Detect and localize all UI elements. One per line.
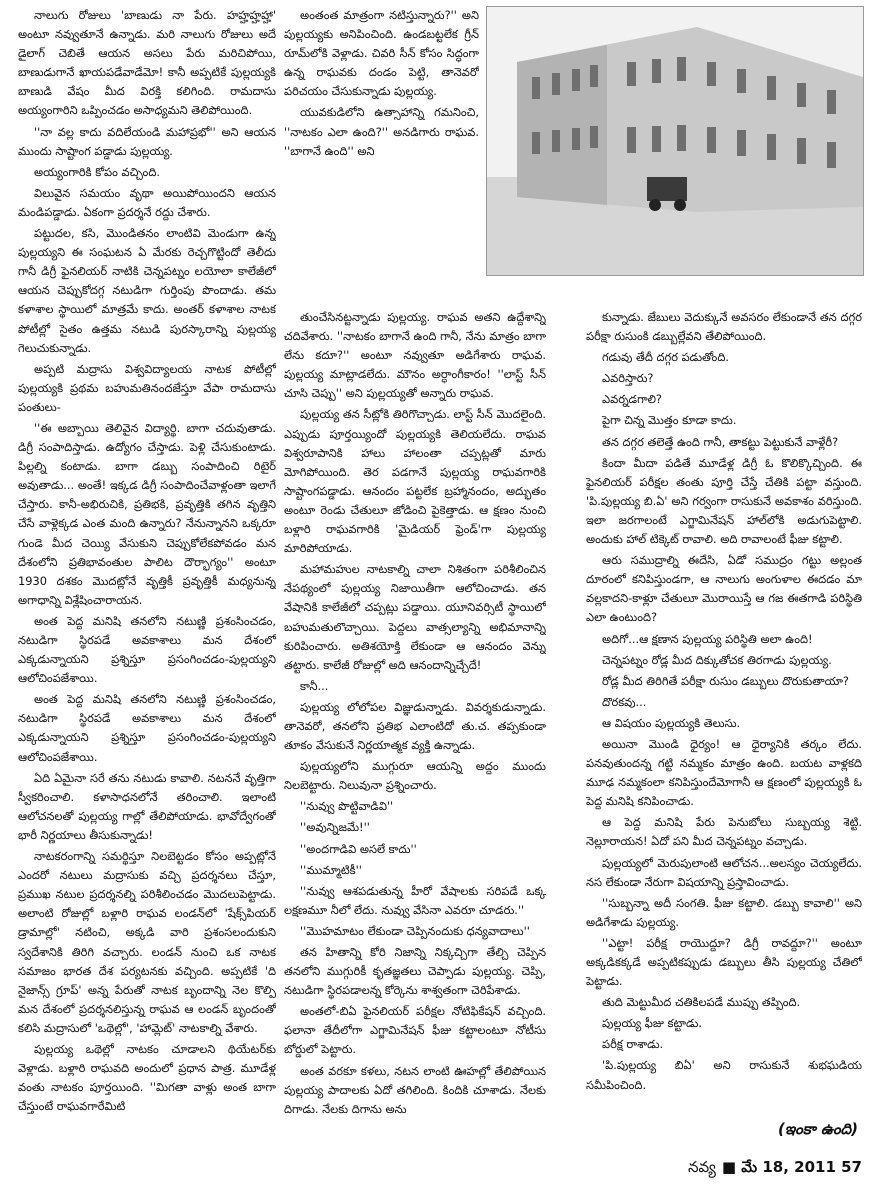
col2-paragraph: అంతంత మాత్రంగా నటిస్తున్నారు?'' అని పుల్లయ్యకు అనిపించింది. ఉండబట్టలేక గ్రీన్ రూమ్‌లోకి వెళ్లాడు. చివరి సీన్ కోసం సిద్ధంగా ఉన్న రాఘవకు దండం పెట్టి, తానెవరో పరిచయం చేసుకున్నాడు పుల్లయ్య. [284, 8, 479, 99]
col2b-paragraph: మహామహుల నాటకాల్ని చాలా నిశితంగా పరిశీలించిన నేపథ్యంలో పుల్లయ్య నిజాయితీగా ఆలోచించాడు. తన వేషానికి కాలేజీలో చప్పట్లు పడ్డాయి. యూనివర్సిటీ స్థాయిలో బహుమతులొచ్చాయి. పెద్దలు వాత్సల్యాన్ని అభిమానాన్ని కురిపించారు. అతిశయోక్తి లేకుండా ఆ ఆనందం వెన్ను తట్టారు. కాలేజీ రోజుల్లో అది ఆనందాన్నిచ్చేదే! [284, 562, 546, 672]
col3-paragraph: తుది మెట్టుమీద చతికిలపడే ముప్పు తప్పింది. [602, 995, 801, 1010]
col3-paragraph: చెన్నపట్నం రోడ్ల మీద దిక్కుతోచక తిరగాడు పుల్లయ్య. [602, 652, 832, 667]
col2b-paragraph: అంత వరకూ కళలు, నటన లాంటి ఊహల్లో తేలిపోయిన పుల్లయ్య పాదాలకు ఏదో తగిలింది. కిందికి చూశాడు. నేలకు దిగాడు. నేలకు దిగాను అను [284, 1063, 546, 1116]
col3-paragraph: అదిగో...ఆ క్షణాన పుల్లయ్య పరిస్థితి అలా ఉంది! [602, 631, 813, 646]
magazine-name: నవ్య [687, 1158, 716, 1176]
issue-date: మే 18, 2011 [741, 1158, 836, 1176]
col1-paragraph: ''నా వల్ల కాదు వదిలేయండి మహాప్రభో'' అని ఆయన ముందు సాష్టాంగ పడ్డాడు పుల్లయ్య. [18, 124, 276, 158]
col1-paragraph: అంత పెద్ద మనిషి తనలోని నటుణ్ణి ప్రశంసించడం, నటుడిగా స్థిరపడే అవకాశాలు మన దేశంలో ఎక్కడున్నాయని ప్రశ్నిస్తూ ప్రసంగించడం-పుల్లయ్యని ఆలోచింపజేశాయి. [18, 692, 276, 764]
col2b-paragraph: పుల్లయ్య తన సీట్లోకి తిరిగొచ్చాడు. లాస్ట్ సీన్ మొదలైంది. ఎప్పుడు పూర్తయ్యిందో పుల్లయ్యకి తెలియలేదు. రాఘవ విశ్వరూపానికి హాలు హాలంతా చప్పట్లతో మారు మోగిపోయింది. తెర పడగానే పుల్లయ్య రాఘవగారికి సాష్టాంగపడ్డాడు. ఆనందం పట్టలేక బ్రహ్మానందం, అద్భుతం అంటూ రెండు చేతులూ జోడించి పైకెత్తాడు. ఆ క్షణం నుంచి బళ్లారి రాఘవగారికి 'మైడియర్ ఫ్రెండ్'గా పుల్లయ్య మారిపోయాడు. [284, 407, 546, 556]
text-column-3 [586, 308, 862, 1146]
col1-paragraph: ''ఈ అబ్బాయి తెలివైన విద్యార్థి. బాగా చదువుతాడు. డిగ్రీ సంపాదిస్తాడు. ఉద్యోగం చేస్తాడు. పెళ్లి చేసుకుంటాడు. పిల్లల్ని కంటాడు. బాగా డబ్బు సంపాదించి రిటైర్ అవుతాడు... అంతే! ఇక్కడ డిగ్రీ సంపాదించేవాళ్లంతా ఇలాగే చేస్తారు. కానీ-అభిరుచికి, ప్రతిభకి, ప్రవృత్తికి తగిన వృత్తిని చేసే వాళ్లెక్కడ ఎంత మంది ఉన్నారు? నేనున్నానని ఒక్కరూ గుండె మీద చెయ్యి వేసుకుని చెప్పుకోలేకపోవడం మన దేశంలోని ప్రతిభావంతుల పాలిట దౌర్భాగ్యం'' అంటూ 1930 దశకం మొదట్లోనే వృత్తికీ ప్రవృత్తికీ మధ్యనున్న అగాధాన్ని విశ్లేషించారాయన. [18, 420, 276, 607]
text-column-2 [284, 308, 546, 1146]
col2b-paragraph: తుంచేసినట్టన్నాడు పుల్లయ్య. రాఘవ అతని ఉద్దేశాన్ని చదివేశారు. ''నాటకం బాగానే ఉంది గానీ, నేను మాత్రం బాగా లేను కదూ?'' అంటూ నవ్వుతూ అడిగేశారు రాఘవ. పుల్లయ్య మాట్లాడలేదు. మౌనం అర్ధాంగీకారం! ''లాస్ట్ సీన్ చూసి చెప్పు'' అని పుల్లయ్యతో అన్నారు రాఘవ. [284, 310, 546, 401]
col2b-paragraph: కానీ... [300, 678, 329, 693]
text-column-1 [18, 6, 276, 1146]
col1-paragraph: విలువైన సమయం వృథా అయిపోయిందని ఆయన మండిపడ్డాడు. ఏకంగా ప్రదర్శనే రద్దు చేశారు. [18, 185, 276, 219]
col3-paragraph: అయినా మొండి ధైర్యం! ఆ ధైర్యానికి తర్కం లేదు. పనవుతుందన్న గట్టి నమ్మకం మాత్రం ఉంది. బయట వాళ్లకది మూఢ నమ్మకంలా కనిపిస్తుందేమోగానీ ఆ క్షణంలో పుల్లయ్యకి ఓ పెద్ద మనిషి కనిపించాడు. [586, 736, 862, 809]
col3-paragraph: కిందా మీదా పడితే మూడేళ్ల డిగ్రీ ఓ కొలిక్కొచ్చింది. ఈ ఫైనలియర్ పరీక్షల తంతు పూర్తి చేస్తే చేతికి పట్టా వస్తుంది. 'పి.పుల్లయ్య బి.ఏ' అని గర్వంగా రాసుకునే అవకాశం వరిస్తుంది. ఇలా జరగాలంటే ఎగ్జామినేషన్ హాల్‌లోకి అడుగుపెట్టాలి. అందుకు హాల్ టిక్కెట్ రావాలి. అది రావాలంటే ఫీజు కట్టాలి. [586, 455, 862, 547]
col1-paragraph: ఏది ఏమైనా సరే తను నటుడు కావాలి. నటననే వృత్తిగా స్వీకరించాలి. కళాసాధనలోనే తరించాలి. ఇలాంటి ఆలోచనలతో పుల్లయ్య గాల్లో తేలిపోయాడు. భావోద్వేగంతో భారీ నిర్ణయాలు తీసుకున్నాడు! [18, 770, 276, 842]
to-be-continued: (ఇంకా ఉంది) [777, 1120, 858, 1138]
col2b-paragraph: ''నువ్వు పొట్టివాడివి'' [300, 799, 394, 814]
page-footer [0, 1158, 862, 1180]
col2b-paragraph: పుల్లయ్య లోలోపల విజ్ఞుడున్నాడు. వివర్శకుడున్నాడు. తానెవరో, తనలోని ప్రతిభ ఎలాంటిదో తు.చ. తప్పకుండా తూకం వేసుకునే నిర్ణయాత్మక వ్యక్తి ఉన్నాడు. [284, 699, 546, 753]
col3-paragraph: ఆ విషయం పుల్లయ్యకి తెలుసు. [602, 715, 741, 730]
college-building-photo [486, 6, 864, 276]
footer-separator: ■ [721, 1158, 742, 1176]
col3-paragraph: పరీక్ష రాశాడు. [602, 1037, 664, 1052]
col1-paragraph: అంత పెద్ద మనిషి తనలోని నటుణ్ణి ప్రశంసించడం, నటుడిగా స్థిరపడే అవకాశాలు మన దేశంలో ఎక్కడున్నాయని ప్రశ్నిస్తూ ప్రసంగించడం-పుల్లయ్యని ఆలోచింపజేశాయి. [18, 613, 276, 686]
col1-paragraph: పుల్లయ్య ఒథెల్లో నాటకం చూడాలని థియేటర్‌కు వెళ్లాడు. బళ్లారి రాఘవది అందులో ప్రధాన పాత్ర. మూడేళ్ల వంతు నాటకం పూర్తయింది. ''మిగతా వాళ్లు అంత బాగా చేస్తుంటే రాఘవగారేమిటి [18, 1041, 276, 1114]
col3-paragraph: ''ఎట్టా! పరీక్ష రాయొద్దూ? డిగ్రీ రావద్దూ?'' అంటూ అక్కడికక్కడే అప్పటికప్పుడు డబ్బులు తీసి పుల్లయ్య చేతిలో పెట్టాడు. [586, 935, 862, 989]
col2b-paragraph: పుల్లయ్యలోని ముగ్గురూ ఆయన్ని అద్దం ముందు నిలబెట్టారు. నిలువునా ప్రశ్నించారు. [284, 759, 546, 793]
col2b-paragraph: ''మొహమాటం లేకుండా చెప్పినందుకు ధన్యవాదాలు'' [300, 923, 530, 938]
col2b-paragraph: తన హితాన్ని కోరి నిజాన్ని నిక్కచ్చిగా తేల్చి చెప్పిన తనలోని ముగ్గురికీ కృతజ్ఞతలు చెప్పాడు పుల్లయ్య. చెప్పి, నటుడిగా స్థిరపడాలన్న కోర్కెను శాశ్వతంగా చెరిపేశాడు. [284, 945, 546, 998]
col3-paragraph: ఎవరిస్తారు? [602, 371, 654, 386]
col1-paragraph: నాటకరంగాన్ని సమర్థిస్తూ నిలబెట్టడం కోసం అప్పట్లోనే ఎందరో నటులు మద్రాసుకు వచ్చి ప్రదర్శనలు చేస్తూ, ప్రముఖ నటుల ప్రదర్శనల్ని పరిశీలించడం మొదలుపెట్టాడు. అలాంటి రోజుల్లో బళ్లారి రాఘవ లండన్‌లో 'షేక్స్‌పియర్ డ్రామాల్లో' నటించి, అక్కడి వారి ప్రశంసలందుకుని స్వదేశానికి తిరిగి వచ్చారు. లండన్ నుంచి ఒక నాటక సమాజం భారత దేశ పర్యటనకు వచ్చింది. అప్పటికే 'ది నైజాన్స్ గ్రూప్' అన్న పేరుతో నాటక బృందాన్ని నెల కొల్పి మన దేశంలో ప్రదర్శనలిస్తున్న రాఘవ ఆ లండన్ బృందంతో కలిసి మద్రాసులో 'ఒథెల్లో', 'హామ్లెట్' నాటకాల్ని వేశారు. [18, 849, 276, 1035]
col3-paragraph: ''సుబ్బన్నా అదీ సంగతి. ఫీజు కట్టాలి. డబ్బు కావాలి'' అని అడిగేశాడు పుల్లయ్య. [586, 895, 862, 929]
col2b-paragraph: ''అవున్నిజమే!'' [300, 820, 370, 835]
col2b-paragraph: ''అందగాడివి అసలే కాదు'' [300, 841, 417, 856]
col3-paragraph: తన దగ్గర తలెత్తే ఉంది గానీ, తాకట్టు పెట్టుకునే వాళ్లేరీ? [602, 434, 839, 449]
col1-paragraph: నాలుగు రోజులు 'బాణుడు నా పేరు. హహ్హహ్హహ్హా' అంటూ నవ్వుతూనే ఉన్నాడు. మరి నాలుగు రోజులు అదే డైలాగ్ చెబితే ఆయన అసలు పేరు మరిచిపోయి, బాణుడుగానే ఖాయపడేవాడేమో! కానీ అప్పటికే పుల్లయ్యకి బాణుడి వేషం మీద విరక్తి కలిగింది. రామదాసు అయ్యంగారిని ఒప్పించడం అసాధ్యమని తెలిపోయింది. [18, 8, 276, 118]
col1-paragraph: పట్టుదల, కసి, మొండితనం లాంటివి మెండుగా ఉన్న పుల్లయ్యని ఈ సంఘటన ఏ మేరకు రెచ్చగొట్టిందో తెలీదు గానీ డిగ్రీ ఫైనలియర్ నాటికి చెన్నపట్నం లయోలా కాలేజీలో ఆయన చెప్పుకోదగ్గ నటుడిగా గుర్తింపు పొందాడు. తమ కళాశాల స్థాయిలో మాత్రమే కాదు. అంతర్ కళాశాల నాటక పోటీల్లో సైతం ఉత్తమ నటుడి పురస్కారాన్ని పుల్లయ్య గెలుచుకున్నాడు. [18, 226, 276, 355]
col2b-paragraph: అంతలో-బిఏ ఫైనలియర్ పరీక్షల నోటిఫికేషన్ వచ్చింది. ఫలానా తేదీలోగా ఎగ్జామినేషన్ ఫీజు కట్టాలంటూ నోటీసు బోర్డులో పెట్టారు. [284, 1004, 546, 1057]
text-column-2-top [284, 6, 479, 306]
col1-paragraph: అయ్యంగారికి కోపం వచ్చింది. [34, 164, 160, 179]
col3-paragraph: ఆరు సముద్రాల్ని ఈదేసి, ఏడో సముద్రం గట్టు అల్లంత దూరంలో కనిపిస్తుండగా, ఆ నాలుగు అంగుళాల ఈదడం మా వల్లకాదని-కాళ్లూ చేతులూ మొరాయిస్తే ఆ గజ ఈతగాడి పరిస్థితి ఎలా ఉంటుంది? [586, 553, 862, 625]
col3-paragraph: పుల్లయ్య ఫీజు కట్టాడు. [602, 1016, 702, 1031]
col3-paragraph: దొరకవు... [602, 694, 647, 709]
col2b-paragraph: ''నువ్వు ఆశపడుతున్న హీరో వేషాలకు సరిపడే ఒక్క లక్షణమూ నీలో లేదు. నువ్వు వేసినా ఎవరూ చూడరు.'' [284, 883, 546, 917]
col2b-paragraph: ''ముమ్మాటికీ'' [300, 862, 362, 877]
building-illustration [487, 7, 863, 275]
col3-paragraph: కున్నాడు. జేబులు వెదుక్కునే అవసరం లేకుండానే తన దగ్గర పరీక్షా రుసుంకి డబ్బుల్లేవని తేలిపోయింది. [586, 310, 862, 344]
col3-paragraph: 'పి.పుల్లయ్య బిఏ' అని రాసుకునే శుభఘడియ సమీపించింది. [586, 1058, 862, 1092]
col1-paragraph: అప్పటి మద్రాసు విశ్వవిద్యాలయ నాటక పోటీల్లో పుల్లయ్యకి ప్రథమ బహుమతినందజేస్తూ వేపా రామదాసు పంతులు- [18, 361, 276, 414]
col3-paragraph: ఎవర్నడగాలి? [602, 392, 662, 407]
col3-paragraph: గడువు తేదీ దగ్గర పడుతోంది. [602, 350, 729, 365]
col3-paragraph: పైగా చిన్న మొత్తం కూడా కాదు. [602, 413, 737, 428]
col2-paragraph: యువకుడిలోని ఉత్సాహాన్ని గమనించి, ''నాటకం ఎలా ఉంది?'' అనడిగారు రాఘవ. ''బాగానే ఉంది'' అని [284, 105, 479, 158]
col3-paragraph: రోడ్ల మీద తిరిగితే పరీక్షా రుసుం డబ్బులు దొరుకుతాయా? [602, 673, 849, 688]
col3-paragraph: ఆ పెద్ద మనిషి పేరు పెనుబోలు సుబ్బయ్య శెట్టి. నెల్లూరాయన! ఏదో పని మీద చెన్నపట్నం వచ్చాడు. [586, 815, 862, 849]
col3-paragraph: పుల్లయ్యలో మెరుపులాంటి ఆలోచన...అలస్యం చెయ్యలేదు. నస లేకుండా నేరుగా విషయాన్ని ప్రస్తావించాడు. [586, 855, 862, 889]
page-number: 57 [841, 1158, 862, 1176]
